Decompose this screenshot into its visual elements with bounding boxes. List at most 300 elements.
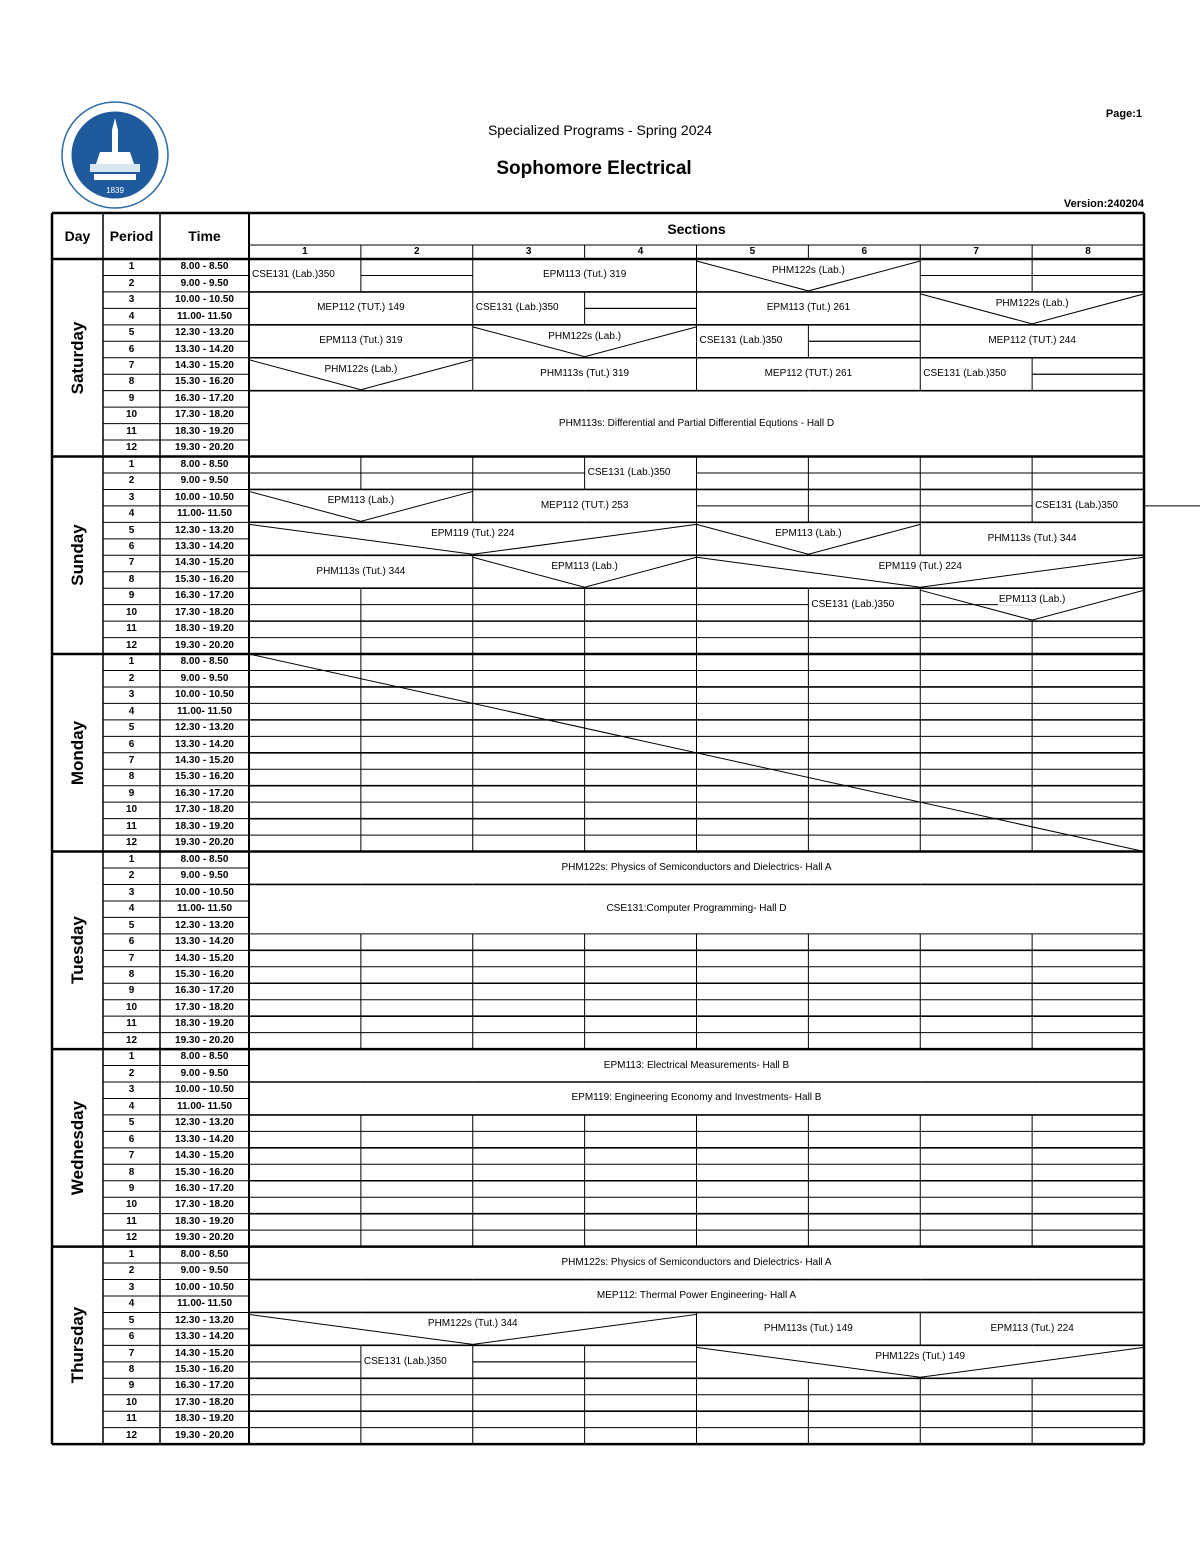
period-time-text: 16.30 - 17.20 [175, 1182, 234, 1194]
period-number-text: 6 [128, 738, 135, 750]
period-time-text: 15.30 - 16.20 [175, 1166, 234, 1178]
time-header-text: Time [188, 228, 221, 244]
entry-epm113-text: EPM113 (Lab.) [551, 561, 618, 573]
period-time-text: 12.30 - 13.20 [175, 919, 234, 931]
period-time-text: 16.30 - 17.20 [175, 590, 234, 602]
period-time [160, 983, 249, 999]
period-time-text: 8.00 - 8.50 [180, 458, 229, 470]
period-time [160, 1395, 249, 1411]
period-time-text: 12.30 - 13.20 [175, 327, 234, 339]
period-number-text: 12 [125, 442, 138, 454]
day-label-thursday: Thursday [67, 1307, 87, 1384]
period-number-text: 7 [128, 359, 135, 371]
period-time [160, 325, 249, 341]
period-time-text: 17.30 - 18.20 [175, 409, 234, 421]
period-number-text: 8 [128, 968, 135, 980]
period-number [103, 1148, 160, 1164]
period-time-text: 19.30 - 20.20 [175, 1034, 234, 1046]
entry-epm113-text: EPM113 (Lab.) [998, 594, 1066, 606]
entry-phm113s-text: PHM113s (Tut.) 149 [763, 1322, 853, 1334]
section-number-text: 8 [1085, 246, 1091, 257]
period-time-text: 8.00 - 8.50 [180, 261, 229, 273]
entry-cse131 [585, 457, 699, 490]
entry-mep112-text: MEP112 (TUT.) 244 [988, 335, 1076, 347]
period-time-text: 15.30 - 16.20 [175, 771, 234, 783]
period-time [160, 819, 249, 835]
period-time-text: 12.30 - 13.20 [175, 524, 234, 536]
period-time [160, 621, 249, 637]
period-number-text: 5 [128, 919, 135, 931]
period-time [160, 1280, 249, 1296]
period-time-text: 10.00 - 10.50 [175, 1084, 234, 1096]
period-number [103, 769, 160, 785]
period-number [103, 1016, 160, 1032]
period-number-text: 5 [128, 1314, 135, 1326]
entry-epm119-text: EPM119: Engineering Economy and Investments- Hall B [571, 1092, 822, 1104]
entry-phm122s [249, 852, 1144, 885]
entry-epm119 [249, 522, 697, 546]
period-number-text: 6 [128, 541, 135, 553]
period-time [160, 275, 249, 291]
entry-phm122s [249, 1312, 697, 1336]
entry-phm122s-text: PHM122s (Lab.) [995, 297, 1069, 309]
period-number [103, 522, 160, 538]
entry-epm119-text: EPM119 (Tut.) 224 [431, 528, 515, 540]
period-time [160, 1296, 249, 1312]
period-number-text: 1 [128, 853, 135, 865]
period-time-text: 16.30 - 17.20 [175, 392, 234, 404]
entry-cse131 [920, 358, 1034, 391]
period-time-text: 18.30 - 19.20 [175, 1413, 234, 1425]
period-time [160, 1230, 249, 1246]
period-number [103, 1263, 160, 1279]
entry-phm122s-text: PHM122s (Lab.) [771, 264, 845, 276]
period-number-text: 10 [125, 409, 138, 421]
period-number [103, 424, 160, 440]
program-title: Specialized Programs - Spring 2024 [487, 122, 713, 138]
entry-mep112 [249, 292, 473, 325]
period-time-text: 12.30 - 13.20 [175, 722, 234, 734]
period-time [160, 374, 249, 390]
entry-phm122s-text: PHM122s (Lab.) [548, 330, 622, 342]
period-number-text: 10 [125, 1396, 138, 1408]
period-number [103, 588, 160, 604]
period-time-text: 13.30 - 14.20 [175, 1133, 234, 1145]
period-number [103, 259, 160, 275]
period-time-text: 11.00- 11.50 [176, 1298, 233, 1310]
period-number-text: 3 [128, 294, 135, 306]
period-time [160, 786, 249, 802]
period-time-text: 14.30 - 15.20 [175, 557, 234, 569]
period-time [160, 391, 249, 407]
day-label-sunday: Sunday [67, 524, 87, 586]
entry-cse131-text: CSE131 (Lab.)350 [363, 1355, 447, 1367]
day-label-saturday: Saturday [67, 321, 87, 395]
day-label-tuesday: Tuesday [67, 916, 87, 985]
entry-phm122s [249, 358, 473, 382]
period-number [103, 275, 160, 291]
section-number [920, 245, 1032, 259]
period-time [160, 1411, 249, 1427]
period-time [160, 1148, 249, 1164]
period-number-text: 7 [128, 557, 135, 569]
section-number-text: 6 [861, 246, 868, 257]
period-number-text: 5 [128, 524, 135, 536]
section-number [473, 245, 585, 259]
sections-header-text: Sections [667, 221, 726, 237]
period-time [160, 1098, 249, 1114]
period-number-text: 12 [125, 1232, 138, 1244]
period-time-text: 13.30 - 14.20 [175, 738, 234, 750]
period-time [160, 440, 249, 456]
period-number [103, 572, 160, 588]
period-number-text: 9 [128, 1182, 135, 1194]
period-time [160, 769, 249, 785]
entry-epm119 [697, 555, 1145, 579]
period-number-text: 3 [128, 689, 135, 701]
entry-epm119-text: EPM119 (Tut.) 224 [878, 561, 962, 573]
section-number-text: 2 [414, 246, 420, 257]
period-number [103, 1247, 160, 1263]
period-time [160, 654, 249, 670]
period-time-text: 18.30 - 19.20 [175, 1018, 234, 1030]
period-time-text: 18.30 - 19.20 [175, 1215, 234, 1227]
period-number-text: 11 [126, 1215, 137, 1227]
period-number-text: 1 [128, 656, 135, 668]
period-time [160, 720, 249, 736]
period-number [103, 868, 160, 884]
period-time [160, 687, 249, 703]
period-time [160, 1066, 249, 1082]
period-time-text: 17.30 - 18.20 [175, 1396, 234, 1408]
section-number [249, 245, 361, 259]
period-number [103, 1296, 160, 1312]
period-number [103, 917, 160, 933]
period-number-text: 8 [128, 1364, 135, 1376]
period-number [103, 341, 160, 357]
period-time [160, 868, 249, 884]
period-time [160, 457, 249, 473]
entry-cse131-text: CSE131 (Lab.)350 [811, 598, 895, 610]
period-number [103, 950, 160, 966]
entry-epm113 [473, 259, 697, 292]
period-number [103, 506, 160, 522]
period-number-text: 9 [128, 985, 135, 997]
period-time [160, 703, 249, 719]
period-time [160, 1082, 249, 1098]
period-time-text: 13.30 - 14.20 [175, 343, 234, 355]
period-number [103, 539, 160, 555]
period-number-text: 6 [128, 1133, 135, 1145]
period-number [103, 1411, 160, 1427]
period-time-text: 9.00 - 9.50 [180, 1265, 229, 1277]
period-number [103, 374, 160, 390]
period-number-text: 2 [128, 672, 135, 684]
period-time-text: 14.30 - 15.20 [175, 1347, 234, 1359]
period-number-text: 7 [128, 1347, 135, 1359]
period-time [160, 1345, 249, 1361]
period-time [160, 802, 249, 818]
period-number [103, 1197, 160, 1213]
entry-phm122s [473, 325, 697, 349]
day-label-wednesday: Wednesday [67, 1100, 87, 1195]
period-time [160, 1247, 249, 1263]
page-title: Sophomore Electrical [496, 158, 692, 179]
period-time-text: 16.30 - 17.20 [175, 985, 234, 997]
period-number [103, 308, 160, 324]
entry-cse131-text: CSE131 (Lab.)350 [252, 269, 335, 281]
period-number-text: 1 [128, 1051, 135, 1063]
period-number-text: 5 [128, 1117, 135, 1129]
period-number-text: 6 [128, 343, 135, 355]
period-number [103, 555, 160, 571]
period-time [160, 1115, 249, 1131]
period-time-text: 19.30 - 20.20 [175, 1232, 234, 1244]
entry-epm113-text: EPM113 (Tut.) 261 [766, 302, 851, 314]
period-time-text: 11.00- 11.50 [176, 705, 233, 717]
section-number-text: 4 [637, 246, 644, 257]
period-time-text: 10.00 - 10.50 [175, 886, 234, 898]
period-time [160, 308, 249, 324]
period-time-text: 14.30 - 15.20 [175, 952, 234, 964]
period-number-text: 11 [126, 1413, 137, 1425]
period-time [160, 671, 249, 687]
period-number-text: 3 [128, 1084, 135, 1096]
period-number-text: 4 [128, 705, 135, 717]
period-time [160, 1378, 249, 1394]
period-number-text: 4 [128, 903, 135, 915]
period-number [103, 1066, 160, 1082]
section-number-text: 5 [749, 246, 756, 257]
entry-epm113 [920, 1312, 1144, 1345]
period-number-text: 12 [125, 1429, 138, 1441]
period-number [103, 457, 160, 473]
entry-phm122s-text: PHM122s (Tut.) 149 [875, 1351, 966, 1363]
period-number-text: 8 [128, 573, 135, 585]
period-number [103, 1362, 160, 1378]
period-number [103, 605, 160, 621]
period-number [103, 1082, 160, 1098]
entry-phm113s [249, 391, 1144, 457]
entry-cse131-text: CSE131 (Lab.)350 [923, 368, 1007, 380]
entry-mep112 [249, 1280, 1144, 1313]
period-time-text: 9.00 - 9.50 [180, 672, 229, 684]
period-number [103, 473, 160, 489]
period-time-text: 11.00- 11.50 [176, 508, 233, 520]
period-number-text: 9 [128, 1380, 135, 1392]
period-number [103, 1378, 160, 1394]
period-number [103, 1181, 160, 1197]
period-time-text: 15.30 - 16.20 [175, 1364, 234, 1376]
period-time [160, 967, 249, 983]
period-number [103, 621, 160, 637]
period-time [160, 522, 249, 538]
entry-epm113-text: EPM113 (Tut.) 224 [990, 1322, 1074, 1334]
period-number [103, 835, 160, 851]
period-number [103, 358, 160, 374]
period-number-text: 10 [125, 1199, 138, 1211]
period-time-text: 8.00 - 8.50 [180, 1051, 229, 1063]
entry-epm119 [249, 1082, 1144, 1115]
period-number-text: 6 [128, 936, 135, 948]
page-number: Page:1 [1105, 108, 1142, 120]
entry-phm113s [697, 1312, 921, 1345]
period-time [160, 539, 249, 555]
entry-epm113 [697, 292, 921, 325]
entry-epm113 [249, 489, 473, 513]
entry-cse131-text: CSE131 (Lab.)350 [1035, 499, 1118, 511]
period-number [103, 852, 160, 868]
period-time-text: 14.30 - 15.20 [175, 755, 234, 767]
period-time [160, 473, 249, 489]
period-number [103, 1033, 160, 1049]
period-time-text: 18.30 - 19.20 [175, 425, 234, 437]
period-number-text: 10 [125, 804, 138, 816]
period-number [103, 967, 160, 983]
period-time [160, 753, 249, 769]
period-time [160, 884, 249, 900]
section-number-text: 1 [302, 246, 308, 257]
period-number [103, 1131, 160, 1147]
period-time [160, 1016, 249, 1032]
period-time [160, 489, 249, 505]
period-time-text: 16.30 - 17.20 [175, 787, 234, 799]
version-label: Version:240204 [1063, 198, 1144, 210]
period-number [103, 325, 160, 341]
period-number [103, 983, 160, 999]
period-time-text: 14.30 - 15.20 [175, 359, 234, 371]
period-number [103, 736, 160, 752]
period-number-text: 3 [128, 1281, 135, 1293]
period-number-text: 2 [128, 870, 135, 882]
period-time [160, 1181, 249, 1197]
entry-phm113s [920, 522, 1144, 555]
period-number [103, 884, 160, 900]
entry-mep112 [697, 358, 921, 391]
period-time [160, 1131, 249, 1147]
entry-phm122s-text: PHM122s (Tut.) 344 [427, 1318, 518, 1330]
period-time-text: 19.30 - 20.20 [175, 837, 234, 849]
period-number-text: 11 [126, 820, 137, 832]
period-time-text: 11.00- 11.50 [176, 310, 233, 322]
entry-cse131 [361, 1345, 475, 1378]
period-time [160, 934, 249, 950]
period-number [103, 1345, 160, 1361]
period-time [160, 555, 249, 571]
period-time-text: 18.30 - 19.20 [175, 820, 234, 832]
section-number-text: 7 [973, 246, 979, 257]
entry-epm113 [697, 522, 921, 546]
period-number-text: 11 [126, 623, 137, 635]
period-number-text: 2 [128, 1265, 135, 1277]
entry-cse131 [1032, 489, 1146, 522]
period-time-text: 19.30 - 20.20 [175, 1429, 234, 1441]
period-number-text: 12 [125, 639, 138, 651]
period-header-text: Period [109, 228, 154, 244]
period-time-text: 10.00 - 10.50 [175, 294, 234, 306]
period-number-text: 12 [125, 837, 138, 849]
section-number [585, 245, 697, 259]
period-time-text: 19.30 - 20.20 [175, 442, 234, 454]
period-number-text: 11 [126, 1018, 137, 1030]
period-number-text: 5 [128, 722, 135, 734]
period-time-text: 10.00 - 10.50 [175, 689, 234, 701]
period-time [160, 1164, 249, 1180]
sections-header [249, 213, 1144, 245]
section-number [1032, 245, 1144, 259]
period-time [160, 736, 249, 752]
period-time-text: 8.00 - 8.50 [180, 1248, 229, 1260]
period-time-text: 16.30 - 17.20 [175, 1380, 234, 1392]
period-time-text: 13.30 - 14.20 [175, 936, 234, 948]
period-number-text: 1 [128, 1248, 135, 1260]
section-number-text: 3 [525, 246, 532, 257]
time-header [160, 213, 249, 259]
period-time [160, 1428, 249, 1444]
period-time [160, 407, 249, 423]
period-time [160, 852, 249, 868]
period-time-text: 17.30 - 18.20 [175, 1199, 234, 1211]
period-number-text: 9 [128, 787, 135, 799]
period-time [160, 950, 249, 966]
entry-phm113s [249, 555, 473, 588]
period-number-text: 8 [128, 376, 135, 388]
period-time [160, 358, 249, 374]
period-time [160, 1329, 249, 1345]
entry-mep112 [920, 325, 1144, 358]
period-time-text: 17.30 - 18.20 [175, 1001, 234, 1013]
period-time-text: 17.30 - 18.20 [175, 804, 234, 816]
period-time [160, 638, 249, 654]
entry-mep112-text: MEP112 (TUT.) 149 [317, 302, 405, 314]
period-number-text: 3 [128, 491, 135, 503]
period-time-text: 10.00 - 10.50 [175, 1281, 234, 1293]
period-time [160, 1362, 249, 1378]
period-number-text: 8 [128, 771, 135, 783]
entry-epm113 [249, 325, 473, 358]
period-time-text: 11.00- 11.50 [176, 903, 233, 915]
period-number [103, 753, 160, 769]
period-number-text: 1 [128, 261, 135, 273]
period-number [103, 292, 160, 308]
entry-phm113s-text: PHM113s (Tut.) 344 [316, 565, 406, 577]
period-number [103, 687, 160, 703]
section-number [697, 245, 809, 259]
period-number-text: 7 [128, 952, 135, 964]
entry-cse131 [249, 259, 363, 292]
period-number [103, 489, 160, 505]
entry-epm113-text: EPM113 (Tut.) 319 [319, 335, 403, 347]
period-number-text: 6 [128, 1331, 135, 1343]
period-number-text: 7 [128, 755, 135, 767]
period-number [103, 638, 160, 654]
period-number-text: 2 [128, 1067, 135, 1079]
period-time [160, 1312, 249, 1328]
period-number [103, 391, 160, 407]
period-number [103, 703, 160, 719]
entry-phm122s [697, 259, 921, 283]
logo-year: 1839 [106, 186, 124, 195]
entry-mep112-text: MEP112 (TUT.) 261 [764, 368, 853, 380]
period-time-text: 17.30 - 18.20 [175, 606, 234, 618]
period-time-text: 13.30 - 14.20 [175, 1331, 234, 1343]
period-time-text: 9.00 - 9.50 [180, 870, 229, 882]
period-number [103, 1214, 160, 1230]
period-time [160, 572, 249, 588]
period-number-text: 7 [128, 1150, 135, 1162]
entry-mep112-text: MEP112: Thermal Power Engineering- Hall A [596, 1289, 797, 1301]
entry-mep112-text: MEP112 (TUT.) 253 [540, 499, 629, 511]
